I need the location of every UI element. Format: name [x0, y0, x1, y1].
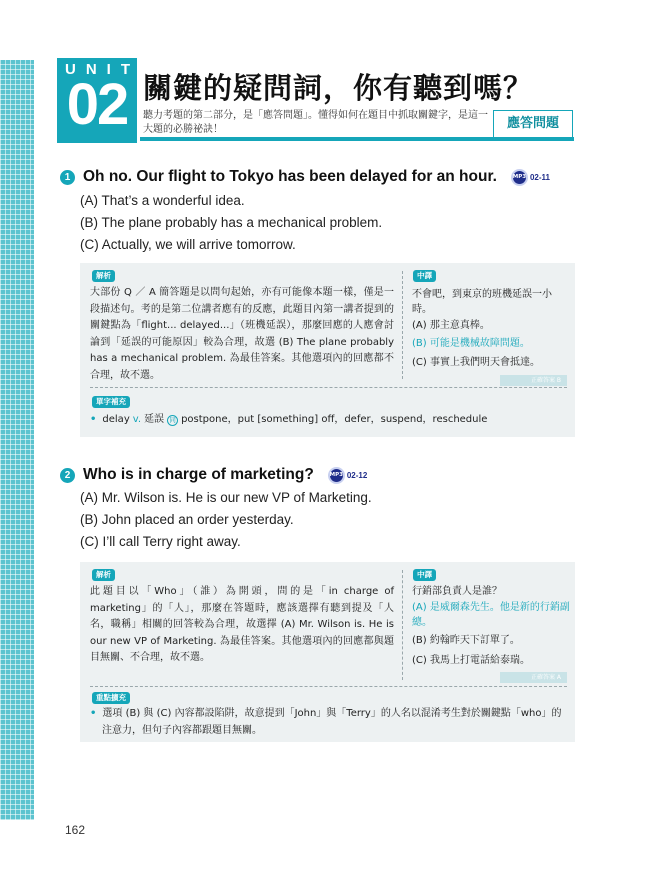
translation-option-a: (A) 那主意真棒。: [412, 320, 490, 331]
translation-option-c: (C) 我馬上打電話給泰瑞。: [412, 655, 530, 666]
translation-option-a: (A) 是威爾森先生。他是新的行銷副總。: [412, 602, 570, 628]
title-rule: [140, 137, 574, 141]
page-title: 關鍵的疑問詞，你有聽到嗎？: [143, 71, 534, 105]
bullet-icon: •: [90, 708, 97, 719]
page-number: 162: [65, 823, 86, 837]
translation-question: 行銷部負責人是誰？: [412, 586, 502, 597]
question-text: Oh no. Our flight to Tokyo has been delayed for an hour.: [83, 168, 497, 185]
synonym-icon: 同: [167, 415, 178, 426]
audio-track[interactable]: [328, 467, 367, 484]
audio-track[interactable]: [511, 169, 550, 186]
vocab-meaning: 延誤: [144, 414, 165, 425]
analysis-text: 此題目以「Who」（誰）為開頭，問的是「in charge of marketing」的「人」，那麼在答題時，應該選擇有聽到提及「人名，職稱」相關的回答較為合理，故選擇 (A) Mr. Wilson is. He is our new VP of Marketing. 為最佳答案。其他選項內的回應都與題目無關、不合理，故不選。: [90, 586, 394, 664]
translation-option-b: (B) 可能是機械故障問題。: [412, 338, 530, 349]
translation-label: 中譯: [413, 569, 436, 581]
analysis-text: 大部份 Q ／ A 簡答題是以問句起始，亦有可能像本題一樣，僅是一段描述句。考的是第二位講者應有的反應，此題目內第一講者提到的關鍵點為「flight... delayed...」（班機延誤），那麼回應的人應會討論到「延誤的可能原因」較為合理，故選 (B) The plane probably has a mechanical problem. 為最佳答案。其他選項內的回應都不合理，故不選。: [90, 287, 394, 381]
bullet-icon: •: [90, 414, 97, 425]
question-1: [60, 168, 550, 186]
side-pattern-strip: [0, 60, 34, 820]
vocab-synonyms: postpone，put [something] off，defer，suspend，reschedule: [181, 414, 488, 425]
dotted-rule: [90, 686, 567, 687]
question-number-badge: 2: [60, 468, 75, 483]
option-c: (C) Actually, we will arrive tomorrow.: [80, 237, 296, 252]
mp3-disc-icon: MP3: [511, 169, 528, 186]
vocab-label: 單字補充: [92, 396, 130, 408]
option-b: (B) The plane probably has a mechanical problem.: [80, 215, 383, 230]
panel-divider: [402, 271, 403, 379]
unit-badge: [57, 58, 140, 143]
question-2: [60, 466, 367, 484]
option-b: (B) John placed an order yesterday.: [80, 512, 294, 527]
answer-bar: 正確答案 A: [500, 672, 567, 683]
translation-option-c: (C) 事實上我們明天會抵達。: [412, 357, 540, 368]
translation-label: 中譯: [413, 270, 436, 282]
key-point-text: 選項 (B) 與 (C) 內容都設陷阱，故意提到「John」與「Terry」的人名以混淆考生對於關鍵點「who」的注意力，但句子內容都跟題目無關。: [102, 708, 562, 736]
explanation-panel-2: [80, 562, 575, 742]
vocab-entry: [90, 412, 487, 427]
key-point-label: 重點擴充: [92, 692, 130, 704]
explanation-panel-1: [80, 263, 575, 437]
page-subtitle: 聽力考題的第二部分，是「應答問題」。懂得如何在題目中抓取關鍵字，是這一大題的必勝祕訣！: [143, 110, 488, 135]
audio-code: 02-11: [529, 172, 550, 182]
option-a: (A) Mr. Wilson is. He is our new VP of Marketing.: [80, 490, 372, 505]
panel-divider: [402, 570, 403, 680]
unit-label: UNIT: [65, 61, 140, 78]
key-point-note: [90, 706, 565, 739]
question-number-badge: 1: [60, 170, 75, 185]
unit-number: 02: [66, 72, 128, 137]
translation-question: 不會吧，到東京的班機延誤一小時。: [412, 289, 552, 315]
audio-code: 02-12: [346, 470, 368, 480]
section-tag: 應答問題: [493, 110, 573, 137]
question-text: Who is in charge of marketing?: [83, 466, 314, 483]
mp3-disc-icon: MP3: [328, 467, 345, 484]
dotted-rule: [90, 387, 567, 388]
vocab-pos: v.: [132, 414, 142, 425]
analysis-label: 解析: [92, 569, 115, 581]
translation-option-b: (B) 約翰昨天下訂單了。: [412, 635, 520, 646]
analysis-label: 解析: [92, 270, 115, 282]
option-c: (C) I’ll call Terry right away.: [80, 534, 241, 549]
answer-bar: 正確答案 B: [500, 375, 567, 386]
option-a: (A) That’s a wonderful idea.: [80, 193, 245, 208]
vocab-word: delay: [102, 414, 130, 425]
